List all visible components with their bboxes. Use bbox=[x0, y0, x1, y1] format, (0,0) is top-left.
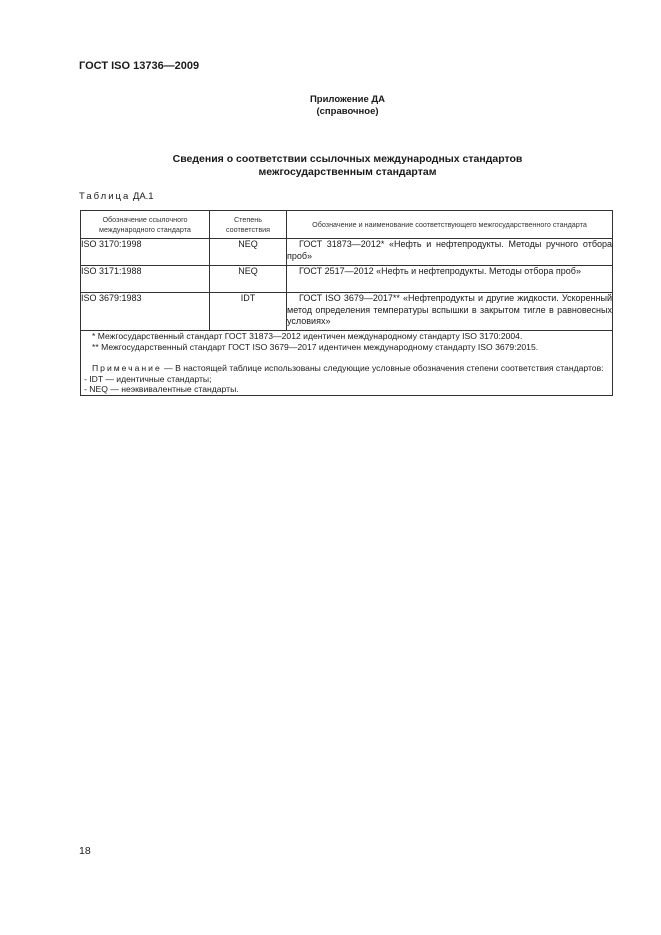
column-header-reference: Обозначение ссылочного международного стандарта bbox=[81, 211, 210, 239]
note-label: Примечание bbox=[92, 363, 162, 373]
reference-cell: ISO 3679:1983 bbox=[81, 293, 210, 331]
table-label-word: Таблица bbox=[79, 191, 131, 202]
notes-cell bbox=[81, 331, 613, 396]
degree-cell: NEQ bbox=[210, 266, 287, 293]
table-row bbox=[81, 293, 613, 331]
standard-name-cell bbox=[287, 293, 613, 331]
column-header-name: Обозначение и наименование соответствующего межгосударственного стандарта bbox=[287, 211, 613, 239]
standard-name-text: ГОСТ 2517—2012 «Нефть и нефтепродукты. Методы отбора проб» bbox=[299, 266, 581, 276]
annex-header bbox=[0, 94, 661, 117]
note-item-neq: - NEQ — неэквивалентные стандарты. bbox=[84, 384, 239, 394]
table-row bbox=[81, 239, 613, 266]
annex-subtitle: (справочное) bbox=[316, 105, 379, 117]
footnote-1: * Межгосударственный стандарт ГОСТ 31873—2012 идентичен международному стандарту ISO 3170:2004. bbox=[92, 331, 523, 341]
table-label-number: ДА.1 bbox=[130, 191, 154, 202]
degree-cell: IDT bbox=[210, 293, 287, 331]
standard-name-text: ГОСТ 31873—2012* «Нефть и нефтепродукты. Методы ручного отбора проб» bbox=[287, 239, 612, 261]
standard-name-cell bbox=[287, 266, 613, 293]
reference-cell: ISO 3171:1988 bbox=[81, 266, 210, 293]
annex-title: Приложение ДА bbox=[309, 94, 386, 105]
table-note bbox=[81, 363, 612, 374]
section-heading bbox=[0, 153, 661, 179]
note-item-idt: - IDT — идентичные стандарты; bbox=[84, 373, 212, 384]
footnote-2: ** Межгосударственный стандарт ГОСТ ISO 3679—2017 идентичен международному стандарту ISO 3679:2015. bbox=[92, 341, 539, 352]
column-header-degree: Степень соответствия bbox=[210, 211, 287, 239]
note-text: — В настоящей таблице использованы следующие условные обозначения степени соответствия стандартов: bbox=[161, 363, 604, 373]
table-row bbox=[81, 266, 613, 293]
heading-line-2: межгосударственным стандартам bbox=[258, 166, 437, 178]
standard-name-text: ГОСТ ISO 3679—2017** «Нефтепродукты и другие жидкости. Ускоренный метод определения температуры вспышки в закрытом тигле в равновесных условиях» bbox=[287, 293, 612, 326]
document-code: ГОСТ ISO 13736—2009 bbox=[79, 60, 200, 72]
table-notes-row bbox=[81, 331, 613, 396]
table-label bbox=[79, 191, 154, 202]
heading-line-1: Сведения о соответствии ссылочных международных стандартов bbox=[172, 153, 523, 165]
table-header-row bbox=[81, 211, 613, 239]
degree-cell: NEQ bbox=[210, 239, 287, 266]
page-number: 18 bbox=[79, 845, 91, 857]
standard-name-cell bbox=[287, 239, 613, 266]
standards-table bbox=[80, 210, 613, 396]
reference-cell: ISO 3170:1998 bbox=[81, 239, 210, 266]
